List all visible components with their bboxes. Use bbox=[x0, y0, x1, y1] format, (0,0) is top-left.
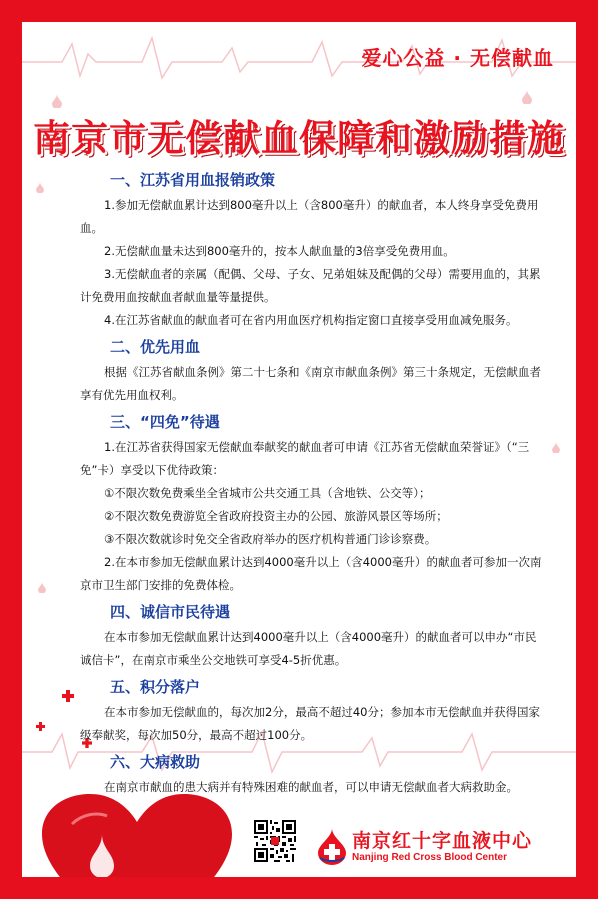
policy-paragraph: 在南京市献血的患大病并有特殊困难的献血者，可以申请无偿献血者大病救助金。 bbox=[104, 780, 518, 794]
section-heading-credit-citizen: 四、诚信市民待遇 bbox=[110, 603, 231, 621]
section-heading-reimbursement: 一、江苏省用血报销政策 bbox=[110, 171, 276, 189]
policy-paragraph: 4.在江苏省献血的献血者可在省内用血医疗机构指定窗口直接享受用血减免服务。 bbox=[104, 313, 518, 327]
benefit-item: ②不限次数免费游览全省政府投资主办的公园、旅游风景区等场所； bbox=[104, 509, 448, 523]
heart-illustration bbox=[42, 794, 232, 877]
red-cross-icon bbox=[62, 690, 74, 702]
blood-center-name-en: Nanjing Red Cross Blood Center bbox=[352, 852, 508, 863]
heart-icon bbox=[42, 794, 232, 877]
policy-paragraph: 1.参加无偿献血累计达到800毫升以上（含800毫升）的献血者，本人终身享受免费用血。 bbox=[80, 198, 539, 235]
policy-paragraph: 2.无偿献血量未达到800毫升的，按本人献血量的3倍享受免费用血。 bbox=[104, 244, 455, 258]
section-heading-four-free: 三、“四免”待遇 bbox=[110, 413, 220, 431]
policy-paragraph: 1.在江苏省获得国家无偿献血奉献奖的献血者可申请《江苏省无偿献血荣誉证》（“三免”卡）享受以下优待政策： bbox=[80, 440, 530, 477]
blood-drop-icon bbox=[52, 94, 62, 108]
blood-center-name-cn: 南京红十字血液中心 bbox=[352, 830, 533, 852]
blood-drop-icon bbox=[36, 182, 44, 193]
policy-paragraph: 2.在本市参加无偿献血累计达到4000毫升以上（含4000毫升）的献血者可参加一次南京市卫生部门安排的免费体检。 bbox=[80, 555, 542, 592]
benefit-item: ③不限次数就诊时免交全省政府举办的医疗机构普通门诊诊察费。 bbox=[104, 532, 437, 546]
page-title: 南京市无偿献血保障和激励措施 bbox=[33, 117, 565, 160]
red-cross-icon bbox=[36, 722, 45, 731]
policy-paragraph: 在本市参加无偿献血累计达到4000毫升以上（含4000毫升）的献血者可以申办“市民诚信卡”，在南京市乘坐公交地铁可享受4-5折优惠。 bbox=[80, 630, 537, 667]
benefit-item: ①不限次数免费乘坐全省城市公共交通工具（含地铁、公交等）； bbox=[104, 486, 431, 500]
blood-drop-icon bbox=[38, 582, 46, 593]
blood-drop-icon bbox=[522, 90, 532, 104]
poster-content bbox=[22, 22, 576, 877]
section-heading-serious-illness: 六、大病救助 bbox=[110, 753, 201, 771]
qr-code[interactable] bbox=[254, 820, 296, 862]
blood-drop-icon bbox=[552, 442, 560, 453]
section-heading-points-settlement: 五、积分落户 bbox=[110, 678, 201, 696]
policy-paragraph: 在本市参加无偿献血的，每次加2分，最高不超过40分；参加本市无偿献血并获得国家级奉献奖，每次加50分，最高不超过100分。 bbox=[80, 705, 540, 742]
slogan: 爱心公益 · 无偿献血 bbox=[361, 46, 554, 70]
policy-paragraph: 3.无偿献血者的亲属（配偶、父母、子女、兄弟姐妹及配偶的父母）需要用血的，其累计免费用血按献血者献血量等量提供。 bbox=[80, 267, 541, 304]
blood-center-logo-icon bbox=[312, 826, 352, 866]
section-heading-priority: 二、优先用血 bbox=[110, 338, 201, 356]
policy-content bbox=[80, 170, 542, 799]
policy-paragraph: 根据《江苏省献血条例》第二十七条和《南京市献血条例》第三十条规定，无偿献血者享有优先用血权利。 bbox=[80, 365, 541, 402]
